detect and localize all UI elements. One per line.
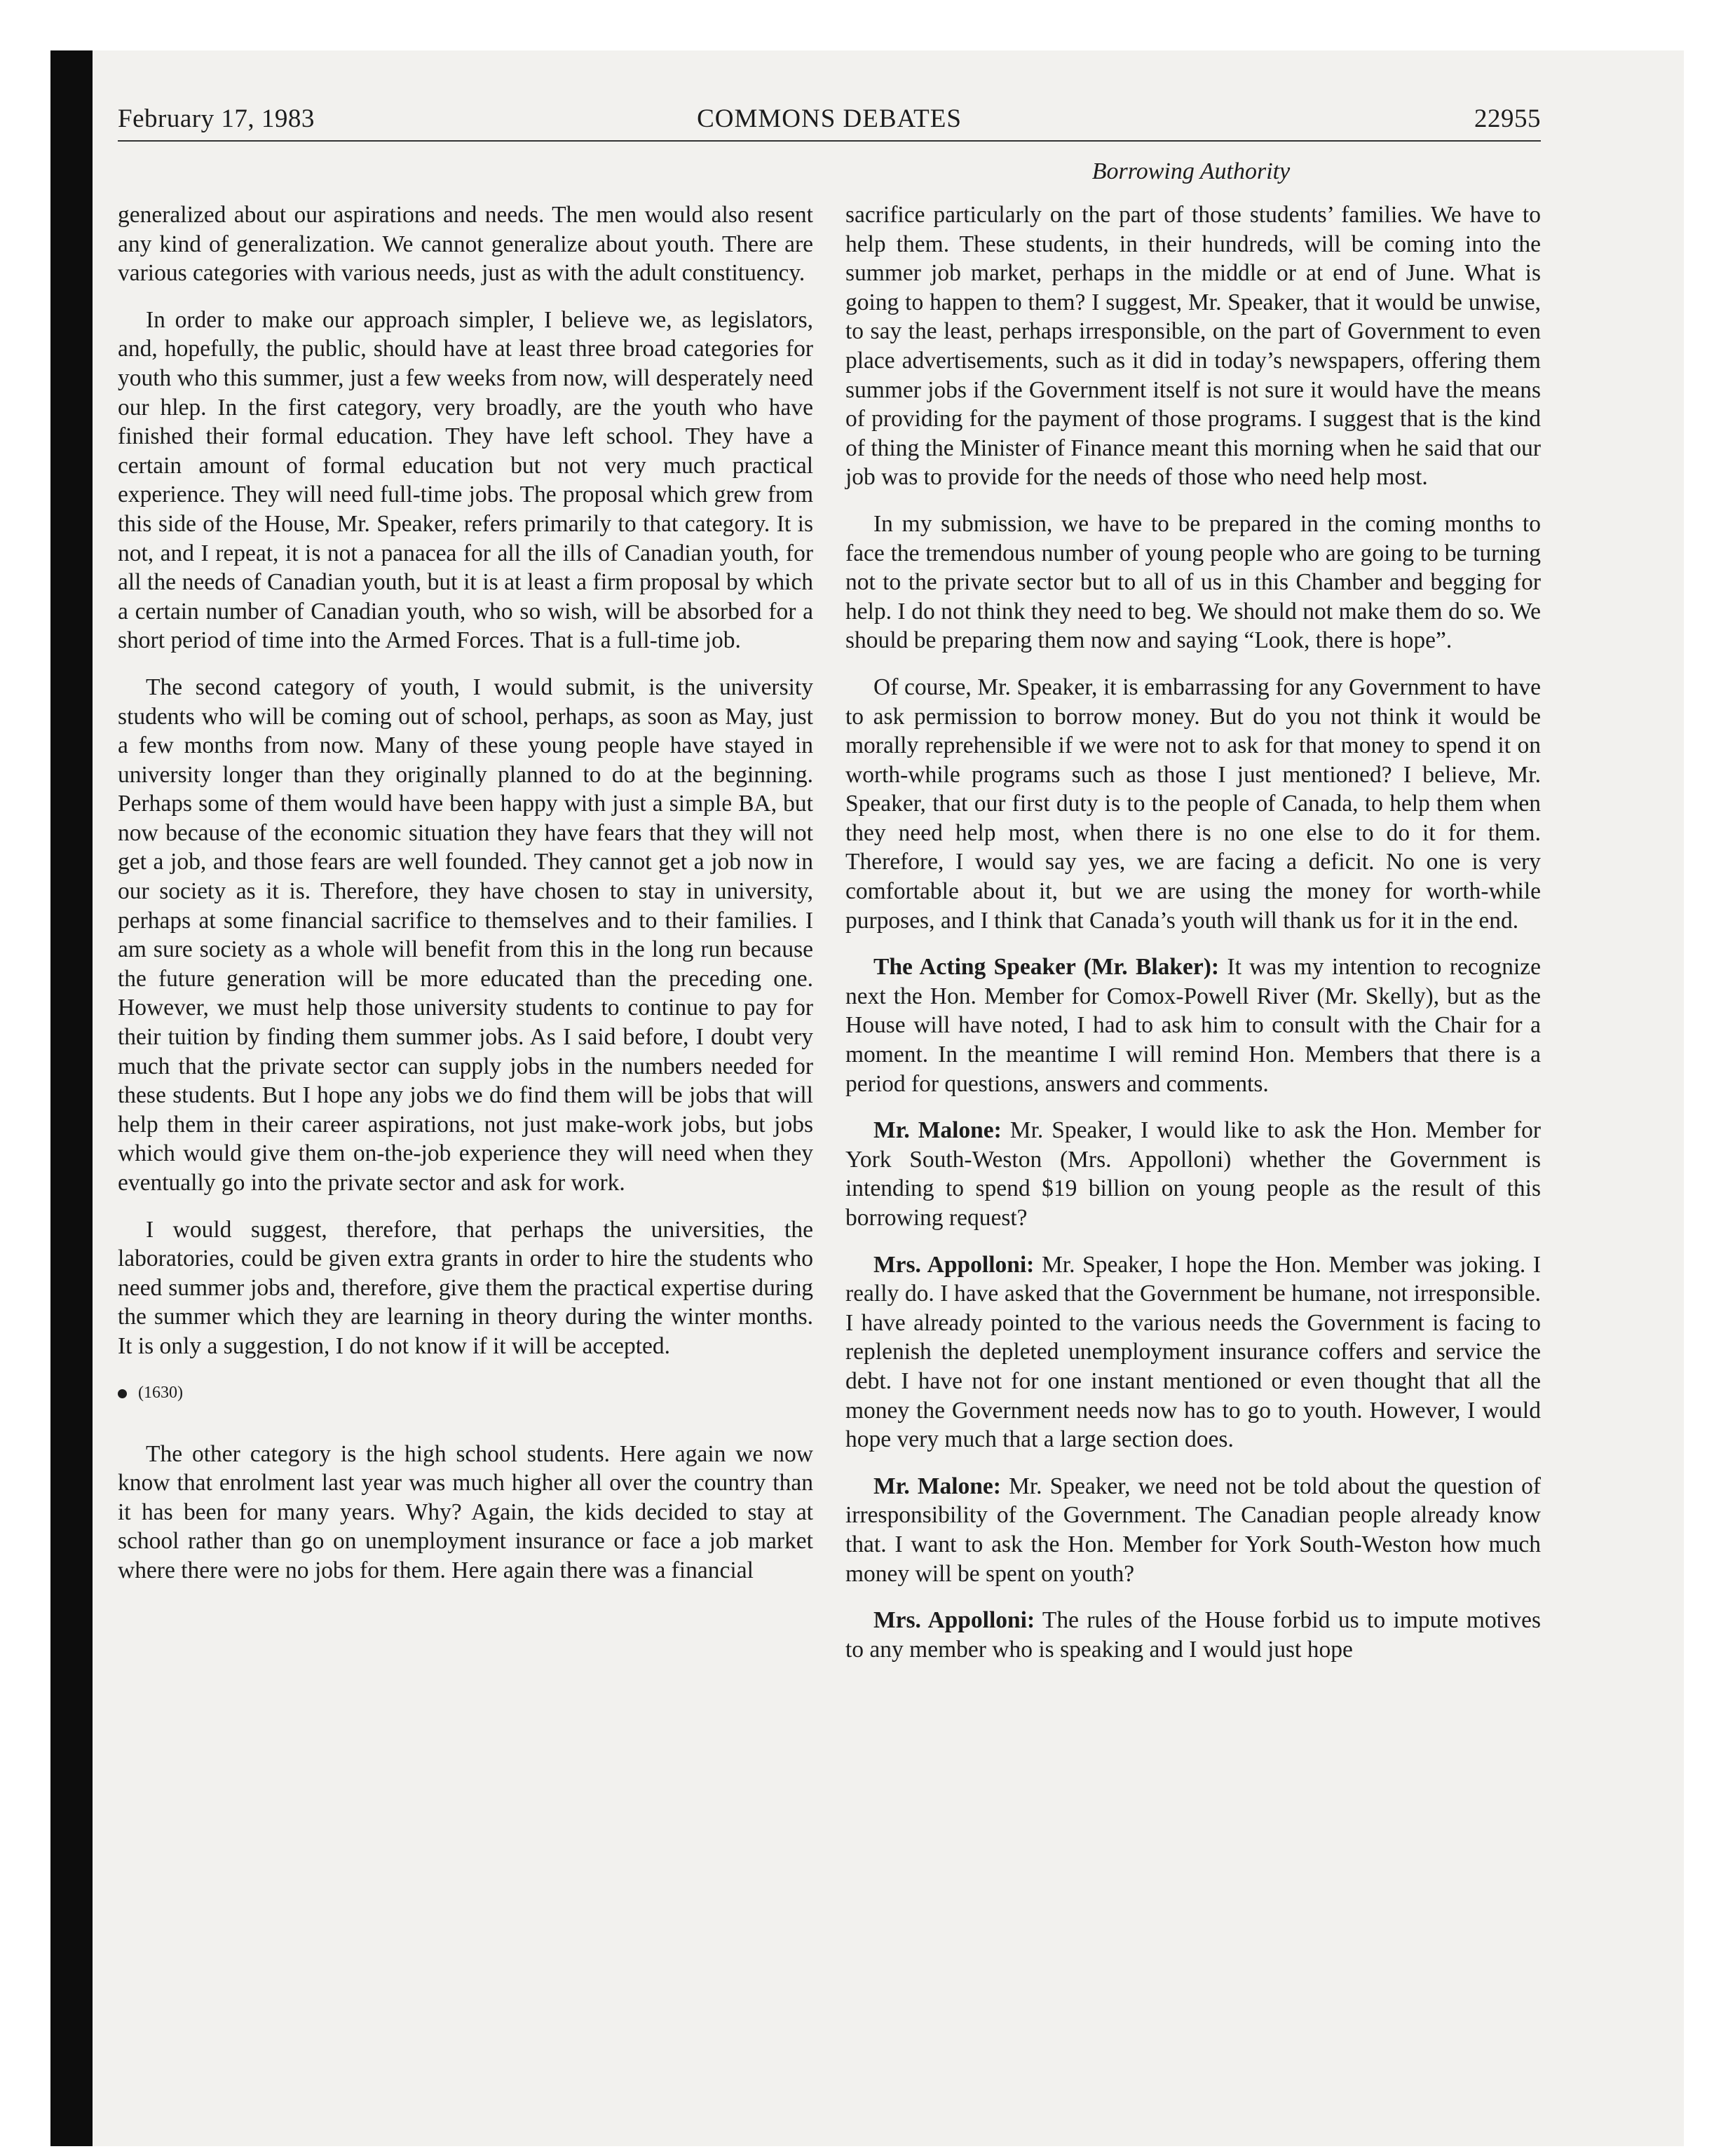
left-paragraph-5: The other category is the high school students. Here again we now know that enrolment last year was much higher all over the country than it has been for many years. Why? Again, the kids decided to stay at school rather than go on unemployment insurance or face a job market where there were no jobs for them. Here again there was a financial	[118, 1440, 813, 1583]
speech-text: Mr. Speaker, we need not be told about the question of irresponsibility of the Government. The Canadian people already know that. I want to ask the Hon. Member for York South-Weston how much money will be spent on youth?	[845, 1473, 1542, 1587]
speech-appolloni-2	[845, 1606, 1541, 1664]
speech-text: Mr. Speaker, I would like to ask the Hon. Member for York South-Weston (Mrs. Appolloni) whether the Government is intending to spend $19 billion on young people as the result of this borrowing request?	[845, 1117, 1542, 1231]
speaker-name: Mr. Malone:	[873, 1473, 1001, 1499]
time-marker-label: (1630)	[138, 1383, 183, 1402]
speech-text: Mr. Speaker, I hope the Hon. Member was joking. I really do. I have asked that the Government be humane, not irresponsible. I have already pointed to the various needs the Government is facing to replenish the depleted unemployment insurance coffers and service the debt. I have not for one instant mentioned or even thought that all the money the Government needs now has to go to youth. However, I would hope very much that a large section does.	[845, 1251, 1541, 1453]
left-paragraph-1: generalized about our aspirations and needs. The men would also resent any kind of generalization. We cannot generalize about youth. There are various categories with various needs, just as with the adult constituency.	[118, 202, 813, 287]
speaker-name: Mrs. Appolloni:	[873, 1607, 1035, 1634]
header-date: February 17, 1983	[118, 104, 315, 133]
left-column	[118, 200, 813, 1603]
right-column	[845, 200, 1541, 1681]
speaker-name: Mr. Malone:	[873, 1117, 1002, 1144]
speech-text: It was my intention to recognize next the Hon. Member for Comox-Powell River (Mr. Skelly), but as the House will have noted, I had to ask him to consult with the Chair for a moment. In the meantime I will remind Hon. Members that there is a period for questions, answers and comments.	[845, 954, 1542, 1097]
right-paragraph-1: sacrifice particularly on the part of those students’ families. We have to help them. These students, in their hundreds, will be coming into the summer job market, perhaps in the middle or at end of June. What is going to happen to them? I suggest, Mr. Speaker, that it would be unwise, to say the least, perhaps irresponsible, on the part of Government to even place advertisements, such as it did in today’s newspapers, offering them summer jobs if the Government itself is not sure it would have the means of providing for the payment of those programs. I suggest that is the kind of thing the Minister of Finance meant this morning when he said that our job was to provide for the needs of those who need help most.	[845, 202, 1541, 491]
speaker-name: Mrs. Appolloni:	[873, 1251, 1035, 1278]
header-page-number: 22955	[1474, 104, 1541, 133]
binding-shadow	[50, 50, 93, 2146]
bullet-icon	[118, 1389, 127, 1398]
left-paragraph-3: The second category of youth, I would submit, is the university students who will be coming out of school, perhaps, as soon as May, just a few months from now. Many of these young people have stayed in university longer than they originally planned to do at the beginning. Perhaps some of them would have been happy with just a simple BA, but now because of the economic situation they have fears that they will not get a job, and those fears are well founded. They cannot get a job now in our society as it is. Therefore, they have chosen to stay in university, perhaps at some financial sacrifice to themselves and to their families. I am sure society as a whole will benefit from this in the long run because the future generation will be more educated than the preceding one. However, we must help those university students to continue to pay for their tuition by finding them summer jobs. As I said before, I doubt very much that the private sector can supply jobs in the numbers needed for these students. But I hope any jobs we do find them will be jobs that will help them in their career aspirations, not just make-work jobs, but jobs which would give them on-the-job experience they will need when they eventually go into the private sector and ask for work.	[118, 674, 813, 1196]
right-paragraph-2: In my submission, we have to be prepared in the coming months to face the tremendous number of young people who are going to be turning not to the private sector but to all of us in this Chamber and begging for help. I do not think they need to beg. We should not make them do so. We should be preparing them now and saying “Look, there is hope”.	[845, 510, 1541, 654]
header-rule	[118, 140, 1541, 142]
section-heading: Borrowing Authority	[1091, 158, 1291, 184]
speech-malone-1	[845, 1116, 1541, 1232]
speech-text: The rules of the House forbid us to impute motives to any member who is speaking and I would just hope	[845, 1607, 1541, 1663]
speaker-name: The Acting Speaker (Mr. Blaker):	[873, 954, 1220, 981]
speech-appolloni-1	[845, 1250, 1541, 1454]
running-header	[118, 104, 1541, 146]
right-paragraph-3: Of course, Mr. Speaker, it is embarrassing for any Government to have to ask permission to borrow money. But do you not think it would be morally reprehensible if we were not to ask for that money to spend it on worth-while programs such as those I just mentioned? I believe, Mr. Speaker, that our first duty is to the people of Canada, to help them when they need help most, when there is no one else to do it for them. Therefore, I would say yes, we are facing a deficit. No one is very comfortable about it, but we are using the money for worth-while purposes, and I think that Canada’s youth will thank us for it in the end.	[845, 674, 1541, 934]
speech-acting-speaker	[845, 953, 1541, 1098]
header-publication: COMMONS DEBATES	[697, 104, 962, 133]
left-paragraph-2: In order to make our approach simpler, I believe we, as legislators, and, hopefully, the public, should have at least three broad categories for youth who this summer, just a few weeks from now, will desperately need our hlep. In the first category, very broadly, are the youth who have finished their formal education. They have left school. They have a certain amount of formal education but not very much practical experience. They will need full-time jobs. The proposal which grew from this side of the House, Mr. Speaker, refers primarily to that category. It is not, and I repeat, it is not a panacea for all the ills of Canadian youth, for all the needs of Canadian youth, but it is at least a firm proposal by which a certain number of Canadian youth, who so wish, will be absorbed for a short period of time into the Armed Forces. That is a full-time job.	[118, 306, 813, 654]
left-paragraph-4: I would suggest, therefore, that perhaps the universities, the laboratories, could be given extra grants in order to hire the students who need summer jobs and, therefore, give them the practical expertise during the summer which they are learning in theory during the winter months. It is only a suggestion, I do not know if it will be accepted.	[118, 1216, 813, 1359]
speech-malone-2	[845, 1472, 1541, 1588]
time-marker	[118, 1382, 813, 1403]
